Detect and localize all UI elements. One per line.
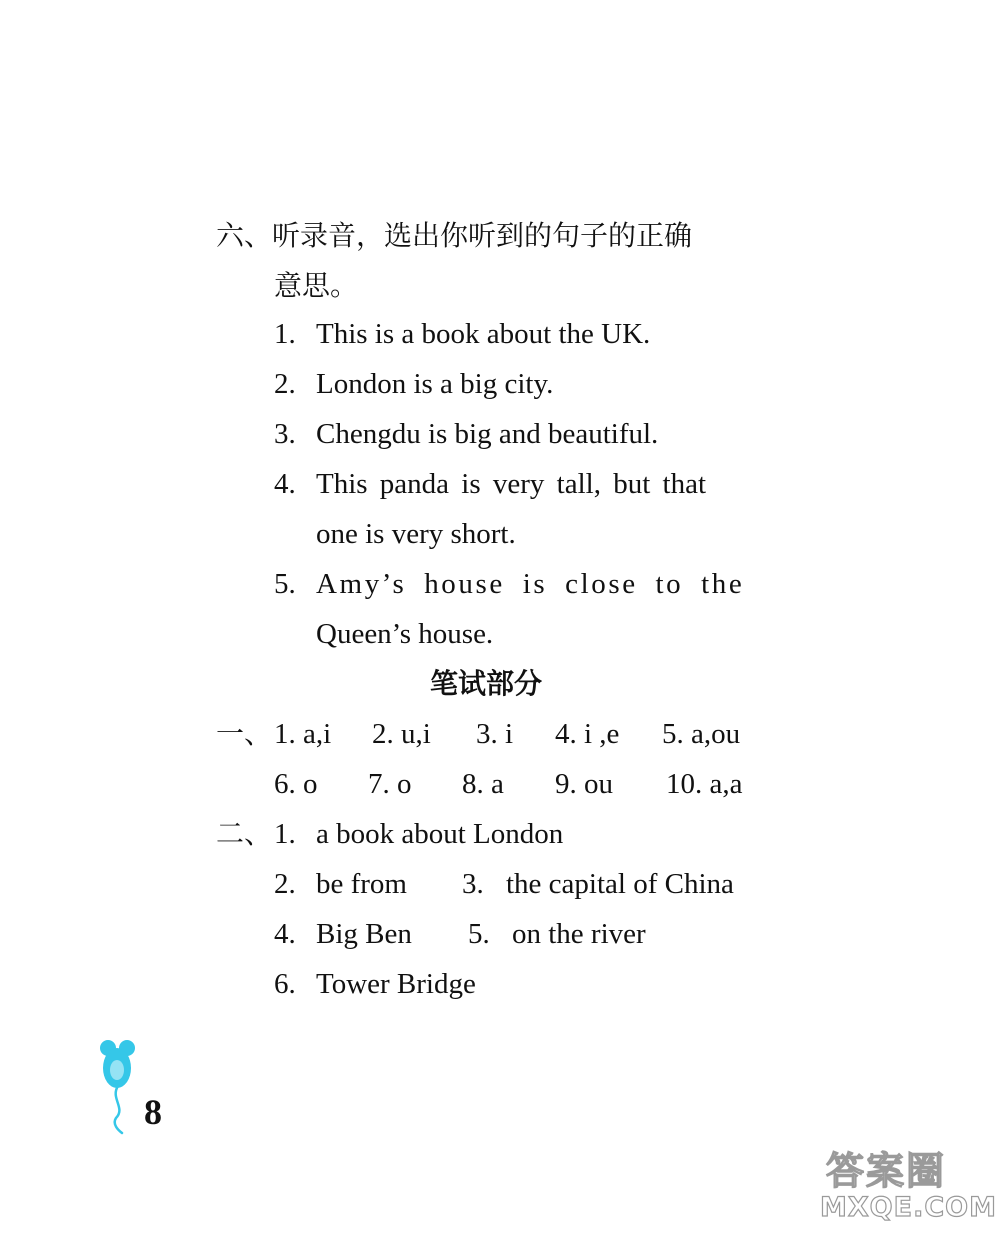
listening-item-4-cont <box>316 514 516 554</box>
item-text: London is a big city. <box>316 368 554 400</box>
item-text-cont: one is very short. <box>316 518 516 550</box>
answer-number: 8. <box>462 768 484 800</box>
part-one-row-1 <box>216 714 274 754</box>
answer-2-5 <box>666 764 743 804</box>
answer-number: 3. <box>462 868 484 900</box>
answer-2-4 <box>555 764 613 804</box>
listening-item-5 <box>274 564 744 604</box>
answer-number: 10. <box>666 768 703 800</box>
answer-text: on the river <box>512 918 646 950</box>
answer-text: a,ou <box>691 718 741 750</box>
answer-2-1 <box>274 764 318 804</box>
listening-item-4 <box>274 464 706 504</box>
answer-number: 1. <box>274 818 296 850</box>
answer-text: o <box>397 768 412 800</box>
part-two-item-3 <box>462 864 734 904</box>
listening-item-2 <box>274 364 553 404</box>
item-text-cont: Queen’s house. <box>316 618 494 650</box>
answer-2-3 <box>462 764 504 804</box>
listening-item-1 <box>274 314 650 354</box>
page-number: 8 <box>144 1092 162 1132</box>
part-two-item-1 <box>274 814 563 854</box>
item-text: Chengdu is big and beautiful. <box>316 418 659 450</box>
part-two-row-1 <box>216 814 274 854</box>
answer-number: 2. <box>274 868 296 900</box>
answer-number: 3. <box>476 718 498 750</box>
answer-2-2 <box>368 764 412 804</box>
answer-text: i <box>505 718 514 750</box>
item-text: This panda is very tall, but that <box>316 468 707 500</box>
item-number: 1. <box>274 318 296 350</box>
answer-text: i ,e <box>584 718 620 750</box>
part-two-item-5 <box>468 914 646 954</box>
answer-text: u,i <box>401 718 431 750</box>
item-text: This is a book about the UK. <box>316 318 651 350</box>
listening-item-5-cont <box>316 614 493 654</box>
mouse-icon <box>96 1038 140 1141</box>
answer-text: a book about London <box>316 818 564 850</box>
answer-1-1 <box>274 714 331 754</box>
answer-number: 4. <box>555 718 577 750</box>
answer-1-2 <box>372 714 431 754</box>
answer-number: 6. <box>274 768 296 800</box>
answer-number: 2. <box>372 718 394 750</box>
item-text: Amy’s house is close to the <box>316 568 745 600</box>
answer-number: 6. <box>274 968 296 1000</box>
item-number: 2. <box>274 368 296 400</box>
section-six-heading-cont-text: 意思。 <box>274 269 359 302</box>
answer-1-5 <box>662 714 740 754</box>
written-section-title: 笔试部分 <box>430 667 543 700</box>
answer-number: 5. <box>662 718 684 750</box>
answer-1-3 <box>476 714 513 754</box>
part-two-item-6 <box>274 964 476 1004</box>
listening-item-3 <box>274 414 658 454</box>
section-six-heading-cont <box>274 266 358 306</box>
answer-number: 1. <box>274 718 296 750</box>
answer-text: Tower Bridge <box>316 968 476 1000</box>
watermark-logo <box>818 1140 997 1230</box>
section-six-heading <box>216 216 692 256</box>
answer-text: a <box>491 768 504 800</box>
answer-text: a,a <box>709 768 743 800</box>
answer-text: the capital of China <box>506 868 734 900</box>
section-six-heading-text: 六、听录音，选出你听到的句子的正确 <box>216 219 693 252</box>
answer-number: 4. <box>274 918 296 950</box>
part-one-prefix: 一、 <box>216 717 273 750</box>
item-number: 4. <box>274 468 296 500</box>
answer-text: be from <box>316 868 407 900</box>
part-two-prefix: 二、 <box>216 817 273 850</box>
answer-text: ou <box>584 768 613 800</box>
answer-number: 5. <box>468 918 490 950</box>
watermark-top-text: 答案圈 <box>826 1149 947 1193</box>
answer-text: a,i <box>303 718 332 750</box>
answer-number: 9. <box>555 768 577 800</box>
item-number: 3. <box>274 418 296 450</box>
answer-text: o <box>303 768 318 800</box>
part-two-item-2 <box>274 864 407 904</box>
answer-1-4 <box>555 714 619 754</box>
answer-number: 7. <box>368 768 390 800</box>
part-two-item-4 <box>274 914 412 954</box>
watermark-bottom-text: MXQE.COM <box>820 1192 997 1223</box>
item-number: 5. <box>274 568 296 600</box>
answer-text: Big Ben <box>316 918 412 950</box>
